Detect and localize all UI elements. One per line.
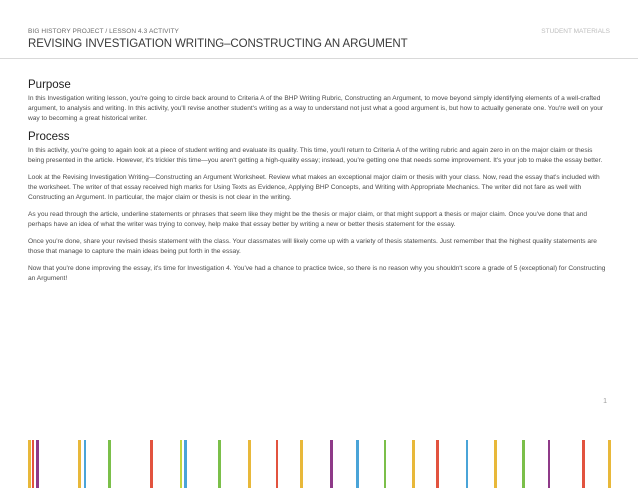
purpose-section (28, 79, 610, 124)
decor-bar (78, 440, 81, 488)
decor-bar (466, 440, 468, 488)
page-title: REVISING INVESTIGATION WRITING–CONSTRUCTING AN ARGUMENT (28, 38, 408, 50)
decor-bar (150, 440, 153, 488)
process-paragraph: As you read through the article, underline statements or phrases that seem like they might be the thesis or major claim, or that might support a thesis or major claim. Once you've done that and perhaps have an idea of what the writer was trying to convey, help make that essay better by writing a new or better thesis statement for the essay. (28, 211, 588, 228)
decor-bar (218, 440, 221, 488)
decor-bar (436, 440, 439, 488)
decor-bar (582, 440, 585, 488)
decor-bar (248, 440, 251, 488)
decor-bar (330, 440, 333, 488)
process-paragraph: Now that you're done improving the essay, it's time for Investigation 4. You've had a chance to practice twice, so there is no reason why you shouldn't score a grade of 5 (exceptional) for Constructing an Argument! (28, 265, 606, 282)
student-materials-label: STUDENT MATERIALS (541, 28, 610, 35)
decor-bar (548, 440, 550, 488)
header-divider (0, 58, 638, 59)
decor-bar (180, 440, 182, 488)
purpose-paragraph: In this Investigation writing lesson, you're going to circle back around to Criteria A of the BHP Writing Rubric, Constructing an Argument, to move beyond simply identifying elements of a well-crafted argument, to analysis and writing. In this activity, you'll revise another student's writing as a way to understand not just what a good argument is, but how to actually generate one. You're well on your way to becoming a great historical writer. (28, 95, 604, 122)
decor-bar (412, 440, 415, 488)
decor-bar (36, 440, 39, 488)
decor-bar (494, 440, 497, 488)
decor-bar (300, 440, 303, 488)
process-paragraph: Look at the Revising Investigation Writing—Constructing an Argument Worksheet. Review what makes an exceptional major claim or thesis with your class. Now, read the essay that's included with the worksheet. The writer of that essay received high marks for Using Texts as Evidence, Applying BHP Concepts, and Writing with Appropriate Mechanics. The writer did not fare as well with Constructing an Argument. In particular, the major claim or thesis is not clear in the writing. (28, 174, 600, 201)
decor-bar (276, 440, 278, 488)
breadcrumb: BIG HISTORY PROJECT / LESSON 4.3 ACTIVITY (28, 28, 179, 35)
decorative-color-bars (0, 440, 638, 490)
decor-bar (32, 440, 34, 488)
process-paragraph: In this activity, you're going to again look at a piece of student writing and evaluate its quality. This time, you'll return to Criteria A of the writing rubric and again zero in on the major claim or thesis being presented in the article. However, it's trickier this time—you aren't getting a high-quality essay; instead, you're getting one that needs some improvement. It's your job to make the essay better. (28, 147, 603, 164)
page-number: 1 (603, 398, 607, 405)
decor-bar (28, 440, 31, 488)
decor-bar (522, 440, 525, 488)
process-paragraph: Once you're done, share your revised thesis statement with the class. Your classmates will likely come up with a variety of thesis statements. Just remember that the highest quality statements are those that manage to capture the main ideas being put forth in the essay. (28, 238, 597, 255)
process-heading: Process (28, 131, 70, 143)
decor-bar (384, 440, 386, 488)
decor-bar (608, 440, 611, 488)
purpose-heading: Purpose (28, 79, 71, 91)
decor-bar (184, 440, 187, 488)
decor-bar (108, 440, 111, 488)
document-body (28, 79, 610, 291)
decor-bar (84, 440, 86, 488)
process-section (28, 131, 610, 284)
decor-bar (356, 440, 359, 488)
